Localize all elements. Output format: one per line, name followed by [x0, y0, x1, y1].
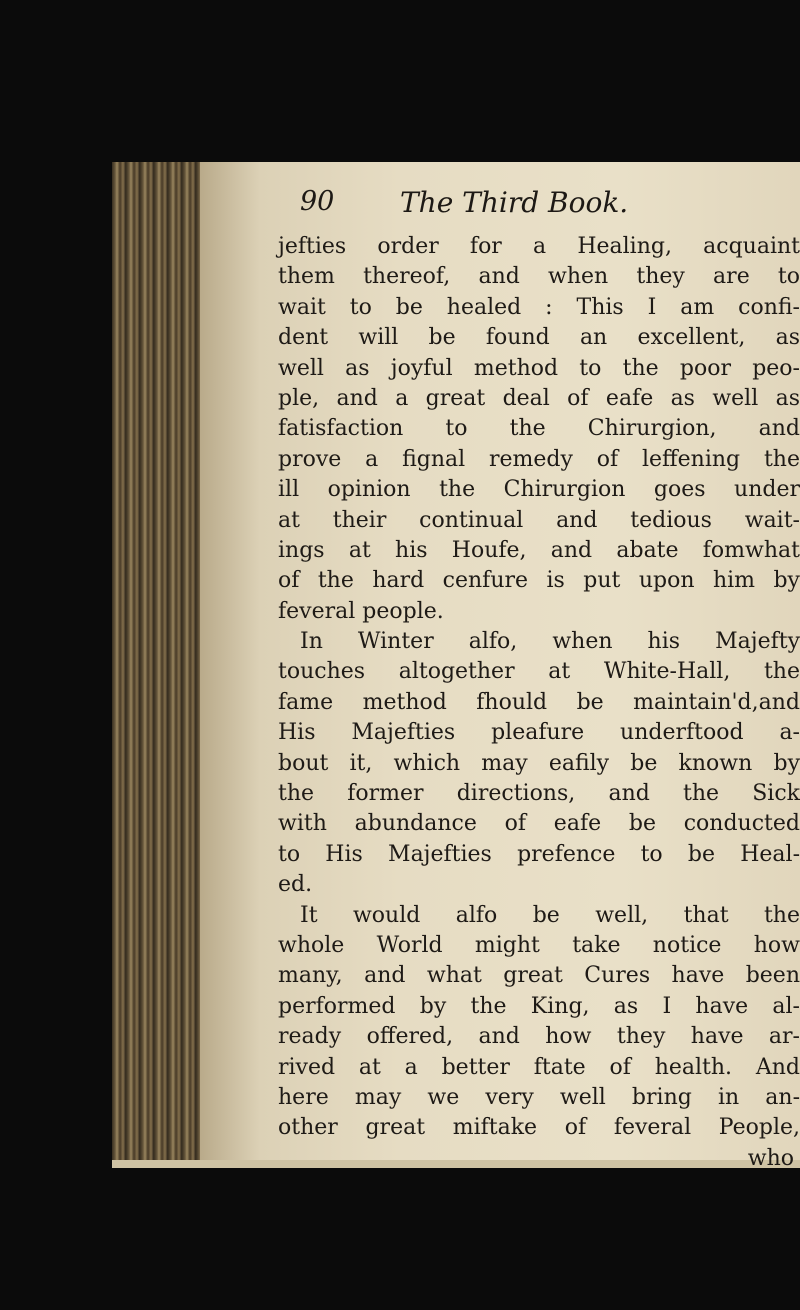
text-line: ed.: [278, 872, 313, 898]
body-text: [278, 232, 800, 1174]
text-line: jefties order for a Healing, acquaint: [278, 234, 800, 259]
text-line: feveral people.: [278, 598, 444, 624]
page-header: [300, 186, 780, 226]
text-line: whole World might take notice how: [278, 932, 800, 958]
text-line: many, and what great Cures have been: [278, 963, 800, 989]
text-line: with abundance of eafe be conducted: [278, 811, 800, 837]
text-line: other great miftake of feveral People,: [278, 1115, 800, 1141]
text-line: bout it, which may eafily be known by: [278, 750, 800, 776]
text-line: It would alfo be well, that the: [300, 902, 800, 928]
page-number: 90: [300, 186, 335, 217]
text-line: them thereof, and when they are to: [278, 264, 800, 290]
text-line: at their continual and tedious wait-: [278, 507, 800, 533]
text-line: In Winter alfo, when his Majefty: [300, 629, 800, 655]
text-line: fatisfaction to the Chirurgion, and: [278, 416, 800, 442]
text-line: to His Majefties prefence to be Heal-: [278, 841, 800, 867]
text-line: ready offered, and how they have ar-: [278, 1024, 800, 1050]
text-line: ill opinion the Chirurgion goes under: [278, 477, 800, 503]
text-line: ings at his Houfe, and abate fomwhat: [278, 537, 800, 563]
text-line: fame method fhould be maintain'd,and: [278, 689, 800, 715]
text-line: prove a fignal remedy of leffening the: [278, 446, 800, 472]
text-line: touches altogether at White-Hall, the: [278, 659, 800, 685]
text-line: who: [747, 1145, 794, 1171]
text-line: wait to be healed : This I am confi-: [278, 294, 800, 320]
text-line: His Majefties pleafure underftood a-: [278, 720, 800, 746]
text-line: here may we very well bring in an-: [278, 1084, 800, 1110]
text-line: the former directions, and the Sick: [278, 781, 800, 807]
text-line: rived at a better ftate of health. And: [278, 1054, 800, 1080]
text-line: ple, and a great deal of eafe as well as: [278, 385, 800, 411]
text-line: well as joyful method to the poor peo-: [278, 355, 800, 381]
text-line: performed by the King, as I have al-: [278, 993, 800, 1019]
running-title: The Third Book.: [400, 186, 629, 219]
text-line: of the hard cenfure is put upon him by: [278, 568, 800, 594]
text-line: dent will be found an excellent, as: [278, 325, 800, 351]
